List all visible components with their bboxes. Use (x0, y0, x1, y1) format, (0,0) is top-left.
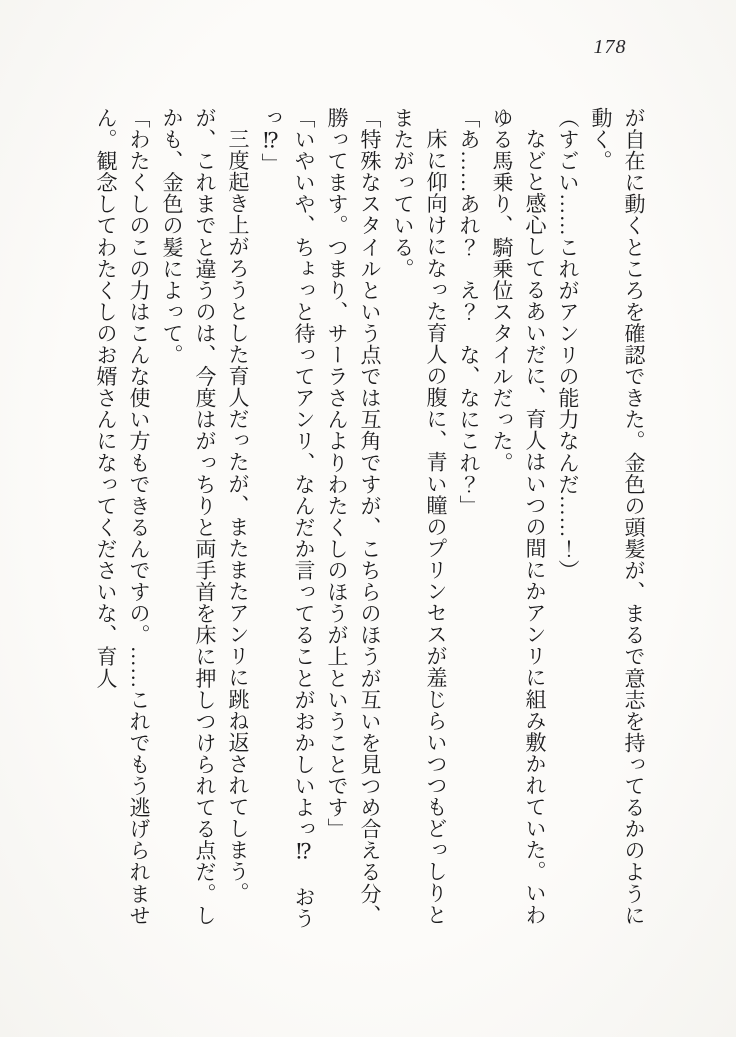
paragraph: が自在に動くところを確認できた。金色の頭髪が、まるで意志を持ってるかのように動く。 (589, 107, 646, 926)
paragraph: 床に仰向けになった育人の腹に、青い瞳のプリンセスが羞じらいつつもどっしりとまたがっている。 (391, 107, 448, 926)
paragraph: 「わたくしのこの力はこんな使い方もできるんですの。……これでもう逃げられません。観念してわたくしのお婿さんになってくださいな、育人 (94, 107, 151, 926)
paragraph: 「いやいや、ちょっと待ってアンリ、なんだか言ってることがおかしいよっ⁉ おうっ⁉」 (259, 107, 316, 929)
novel-text (89, 107, 650, 931)
page-number: 178 (593, 36, 627, 58)
paragraph: 「あ……あれ？ え？ な、なにこれ？」 (457, 107, 481, 517)
paragraph: 「特殊なスタイルという点では互角ですが、こちらのほうが互いを見つめ合える分、勝ってます。つまり、サーラさんよりわたくしのほうが上ということです」 (325, 107, 382, 926)
paragraph: 三度起き上がろうとした育人だったが、またまたアンリに跳ね返されてしまう。が、これまでと違うのは、今度はがっちりと両手首を床に押しつけられてる点だ。しかも、金色の髪によって。 (160, 107, 250, 926)
paragraph: （すごい……これがアンリの能力なんだ……！） (556, 107, 580, 582)
paragraph: などと感心してるあいだに、育人はいつの間にかアンリに組み敷かれていた。いわゆる馬乗り、騎乗位スタイルだった。 (490, 107, 547, 926)
